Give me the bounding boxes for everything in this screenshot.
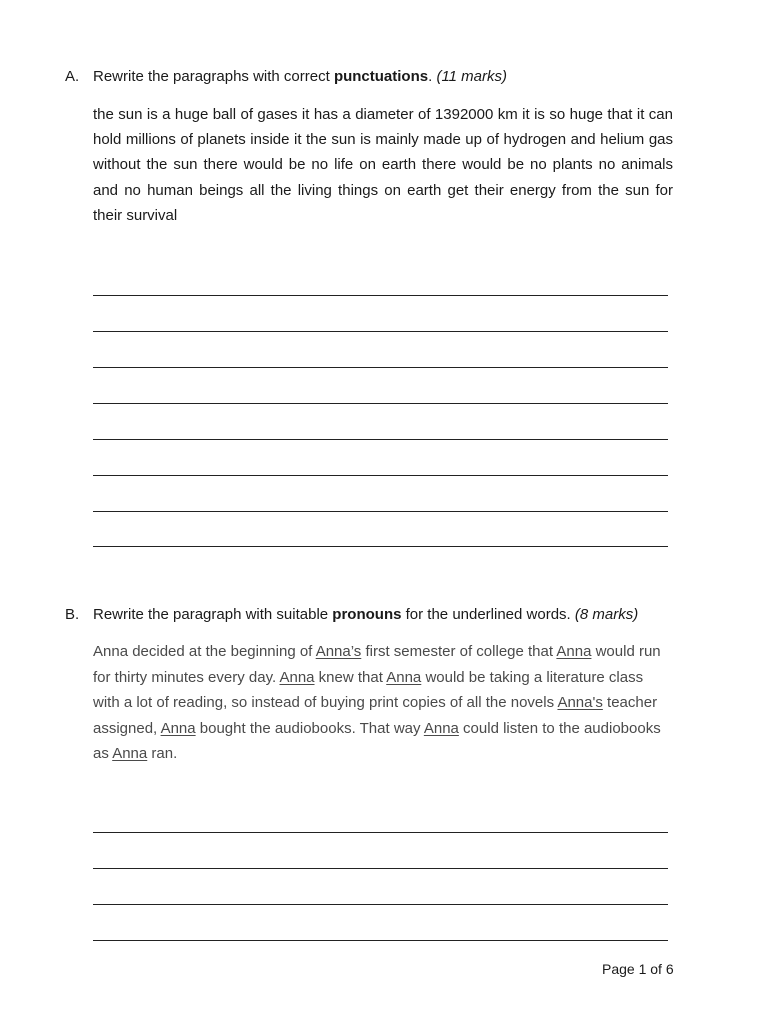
- question-b-title-text: Rewrite the paragraph with suitable: [93, 606, 333, 623]
- question-b-letter: B.: [65, 606, 80, 623]
- paragraph-text: knew that: [314, 668, 387, 686]
- answer-line[interactable]: [93, 546, 668, 547]
- question-b-title: [93, 606, 638, 623]
- page-number: Page 1 of 6: [602, 961, 674, 977]
- answer-line[interactable]: [93, 331, 668, 332]
- answer-line[interactable]: [93, 295, 668, 296]
- question-b-paragraph: [93, 639, 673, 767]
- answer-line[interactable]: [93, 403, 668, 404]
- question-a-keyword: punctuations: [333, 68, 429, 85]
- underlined-word: Anna: [423, 719, 459, 737]
- answer-line[interactable]: [93, 511, 668, 512]
- paragraph-text: could listen to the audiobooks as: [93, 719, 661, 762]
- answer-line[interactable]: [93, 868, 668, 869]
- question-b-marks: (8 marks): [574, 606, 639, 623]
- question-a-paragraph: the sun is a huge ball of gases it has a diameter of 1392000 km it is so huge that it can hold millions of planets inside it the sun is mainly made up of hydrogen and helium gas without the sun there would be no life on earth there would be no plants no animals and no human beings all the living things on earth get their energy from the sun for their survival: [93, 106, 673, 224]
- question-b-keyword: pronouns: [332, 606, 402, 623]
- answer-line[interactable]: [93, 439, 668, 440]
- underlined-word: Anna’s: [315, 643, 362, 660]
- underlined-word: Anna: [112, 745, 148, 762]
- paragraph-text: Anna decided at the beginning of: [93, 643, 316, 660]
- question-a-letter: A.: [65, 68, 80, 85]
- underlined-word: Anna: [556, 643, 592, 660]
- paragraph-text: ran.: [147, 745, 178, 762]
- underlined-word: Anna's: [557, 694, 603, 711]
- answer-line[interactable]: [93, 832, 668, 833]
- paragraph-text: would run for thirty minutes every day.: [93, 643, 661, 686]
- question-b-title-end: for the underlined words.: [401, 606, 575, 623]
- answer-line[interactable]: [93, 940, 668, 941]
- paragraph-text: bought the audiobooks. That way: [195, 719, 424, 737]
- question-a-title-text: Rewrite the paragraphs with correct: [93, 68, 334, 85]
- question-a-title: [93, 68, 507, 85]
- question-a-title-end: .: [428, 68, 437, 85]
- underlined-word: Anna: [386, 668, 422, 686]
- answer-line[interactable]: [93, 904, 668, 905]
- underlined-word: Anna: [279, 668, 315, 686]
- answer-line[interactable]: [93, 475, 668, 476]
- paragraph-text: first semester of college that: [361, 643, 557, 660]
- paragraph-text: would be taking a literature class with a lot of reading, so instead of buying print copies of all the novels: [93, 668, 644, 711]
- answer-line[interactable]: [93, 367, 668, 368]
- paragraph-text: teacher assigned,: [93, 694, 658, 737]
- underlined-word: Anna: [160, 719, 196, 737]
- question-a-marks: (11 marks): [436, 68, 508, 85]
